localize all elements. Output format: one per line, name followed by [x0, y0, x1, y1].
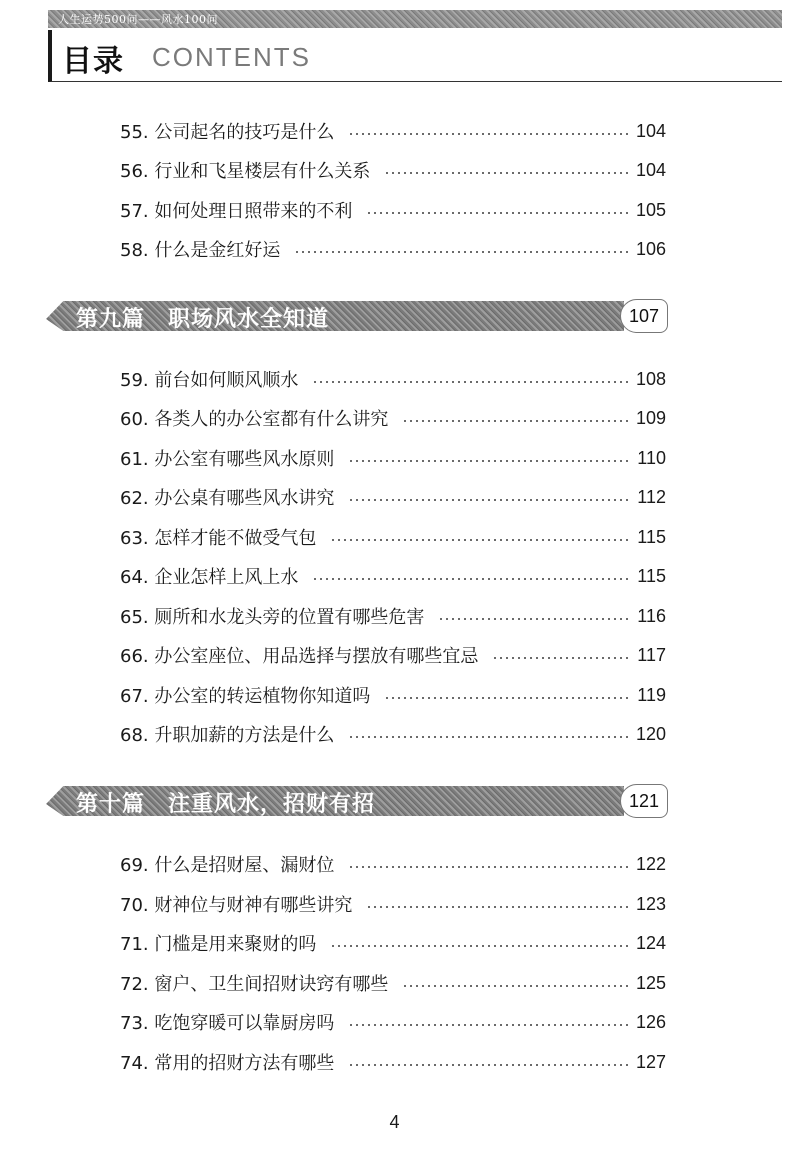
- toc-entry-70[interactable]: [120, 890, 666, 918]
- leader-dots: [402, 420, 628, 422]
- toc-entry-page: 104: [635, 120, 666, 141]
- section-10-banner[interactable]: [46, 782, 666, 820]
- toc-entry-page: 120: [635, 723, 666, 744]
- toc-entry-page: 127: [635, 1051, 666, 1072]
- leader-dots: [312, 381, 628, 383]
- leader-dots: [312, 578, 629, 580]
- toc-entry-62[interactable]: [120, 483, 666, 511]
- toc-entry-label: 73. 吃饱穿暖可以靠厨房吗: [120, 1013, 335, 1034]
- leader-dots: [348, 866, 628, 868]
- leader-dots: [366, 212, 628, 214]
- toc-entry-label: 67. 办公室的转运植物你知道吗: [120, 686, 371, 707]
- toc-entry-67[interactable]: [120, 681, 666, 709]
- section-title: 第九篇 职场风水全知道: [76, 306, 330, 332]
- series-title: 人生运势500问——风水100问: [58, 13, 218, 26]
- toc-entry-label: 55. 公司起名的技巧是什么: [120, 122, 335, 143]
- toc-entry-page: 104: [635, 159, 666, 180]
- toc-entry-label: 58. 什么是金红好运: [120, 240, 281, 261]
- toc-entry-68[interactable]: [120, 720, 666, 748]
- page-number: 4: [389, 1112, 400, 1132]
- toc-entry-63[interactable]: [120, 523, 666, 551]
- leader-dots: [348, 133, 628, 135]
- leader-dots: [348, 1024, 628, 1026]
- toc-entry-label: 71. 门槛是用来聚财的吗: [120, 934, 317, 955]
- toc-entry-page: 117: [637, 644, 666, 665]
- toc-entry-page: 115: [637, 526, 666, 547]
- toc-entry-page: 123: [635, 893, 666, 914]
- toc-entry-72[interactable]: [120, 969, 666, 997]
- toc-entry-page: 108: [635, 368, 666, 389]
- toc-entry-label: 63. 怎样才能不做受气包: [120, 528, 317, 549]
- toc-entry-label: 74. 常用的招财方法有哪些: [120, 1053, 335, 1074]
- leader-dots: [438, 618, 629, 620]
- toc-entry-57[interactable]: [120, 196, 666, 224]
- toc-entry-page: 115: [637, 565, 666, 586]
- toc-entry-71[interactable]: [120, 929, 666, 957]
- toc-entry-label: 66. 办公室座位、用品选择与摆放有哪些宜忌: [120, 646, 479, 667]
- toc-entry-69[interactable]: [120, 850, 666, 878]
- toc-entry-label: 61. 办公室有哪些风水原则: [120, 449, 335, 470]
- toc-entry-59[interactable]: [120, 365, 666, 393]
- toc-entry-label: 60. 各类人的办公室都有什么讲究: [120, 409, 389, 430]
- toc-entry-label: 56. 行业和飞星楼层有什么关系: [120, 161, 371, 182]
- toc-entry-label: 70. 财神位与财神有哪些讲究: [120, 895, 353, 916]
- leader-dots: [384, 172, 628, 174]
- toc-entry-label: 64. 企业怎样上风上水: [120, 567, 299, 588]
- leader-dots: [330, 539, 629, 541]
- leader-dots: [348, 499, 629, 501]
- section-page: 107: [620, 299, 668, 333]
- toc-entry-page: 106: [635, 238, 666, 259]
- toc-entry-55[interactable]: [120, 117, 666, 145]
- toc-entry-label: 59. 前台如何顺风顺水: [120, 370, 299, 391]
- section-page: 121: [620, 784, 668, 818]
- contents-title-bar: [48, 30, 782, 82]
- toc-entry-label: 72. 窗户、卫生间招财诀窍有哪些: [120, 974, 389, 995]
- toc-entry-60[interactable]: [120, 404, 666, 432]
- toc-entry-64[interactable]: [120, 562, 666, 590]
- contents-title-en: CONTENTS: [152, 42, 311, 72]
- toc-entry-page: 105: [635, 199, 666, 220]
- toc-entry-page: 119: [637, 684, 666, 705]
- toc-entry-56[interactable]: [120, 156, 666, 184]
- contents-title-cn: 目录: [62, 44, 124, 79]
- section-title: 第十篇 注重风水，招财有招: [76, 791, 376, 817]
- toc-entry-page: 109: [635, 407, 666, 428]
- toc-entry-page: 126: [635, 1011, 666, 1032]
- leader-dots: [492, 657, 629, 659]
- leader-dots: [366, 906, 628, 908]
- toc-entry-label: 65. 厕所和水龙头旁的位置有哪些危害: [120, 607, 425, 628]
- toc-entry-page: 112: [637, 486, 666, 507]
- toc-entry-page: 122: [635, 853, 666, 874]
- toc-entry-74[interactable]: [120, 1048, 666, 1076]
- toc-entry-66[interactable]: [120, 641, 666, 669]
- toc-entry-label: 57. 如何处理日照带来的不利: [120, 201, 353, 222]
- toc-entry-61[interactable]: [120, 444, 666, 472]
- section-9-banner[interactable]: [46, 297, 666, 335]
- toc-entry-65[interactable]: [120, 602, 666, 630]
- leader-dots: [348, 736, 628, 738]
- leader-dots: [348, 460, 629, 462]
- toc-entry-page: 125: [635, 972, 666, 993]
- toc-entry-page: 110: [637, 447, 666, 468]
- leader-dots: [330, 945, 628, 947]
- toc-entry-73[interactable]: [120, 1008, 666, 1036]
- leader-dots: [294, 251, 628, 253]
- toc-entry-page: 124: [635, 932, 666, 953]
- toc-entry-label: 68. 升职加薪的方法是什么: [120, 725, 335, 746]
- toc-entry-page: 116: [637, 605, 666, 626]
- series-header-bar: [48, 10, 782, 28]
- leader-dots: [402, 985, 628, 987]
- leader-dots: [384, 697, 629, 699]
- leader-dots: [348, 1064, 628, 1066]
- toc-entry-label: 62. 办公桌有哪些风水讲究: [120, 488, 335, 509]
- toc-entry-58[interactable]: [120, 235, 666, 263]
- toc-entry-label: 69. 什么是招财屋、漏财位: [120, 855, 335, 876]
